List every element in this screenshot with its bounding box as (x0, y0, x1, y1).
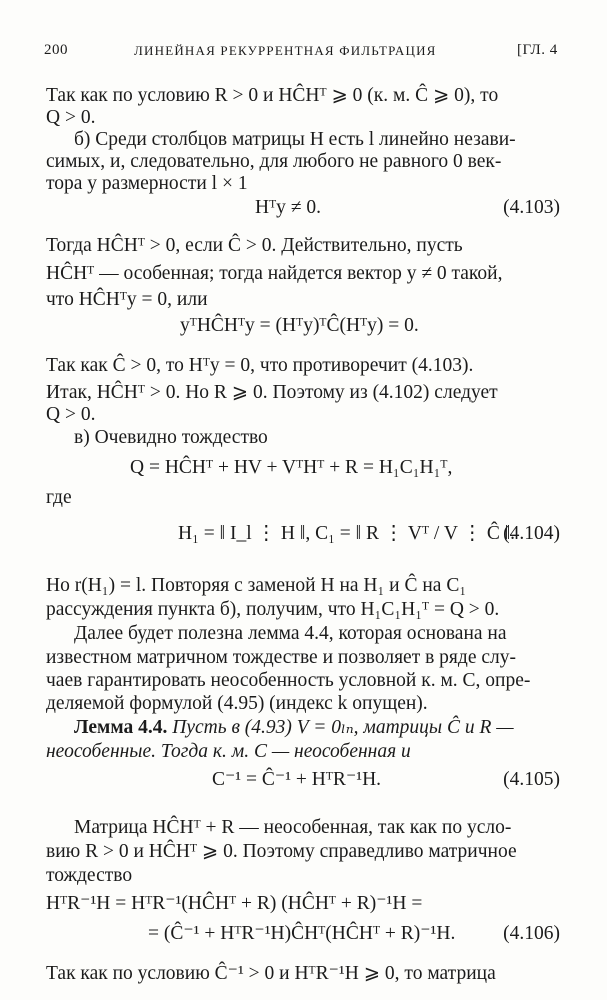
text-line: рассуждения пункта б), получим, что H₁C₁H₁ᵀ = Q > 0. (46, 599, 500, 620)
equation-number: (4.105) (503, 769, 560, 790)
equation-4-104: H₁ = ‖ I_l ⋮ H ‖, C₁ = ‖ R ⋮ Vᵀ / V ⋮ Ĉ ‖. (178, 523, 516, 544)
text-line: HĈHᵀ — особенная; тогда найдется вектор y ≠ 0 такой, (46, 263, 503, 284)
equation-number: (4.106) (503, 923, 560, 944)
chapter-marker: [ГЛ. 4 (517, 42, 558, 58)
equation-number: (4.104) (503, 523, 560, 544)
text-line: тождество (46, 865, 133, 886)
text-line: Так как по условию R > 0 и HĈHᵀ ⩾ 0 (к. м. Ĉ ⩾ 0), то (46, 85, 499, 106)
page-number: 200 (44, 42, 68, 58)
text-line: деляемой формулой (4.95) (индекс k опущен). (46, 693, 428, 714)
equation-4-106-part2: = (Ĉ⁻¹ + HᵀR⁻¹H)ĈHᵀ(HĈHᵀ + R)⁻¹H. (148, 923, 456, 944)
text-line: чаев гарантировать неособенность условной к. м. C, опре- (46, 670, 531, 691)
lemma-text: Пусть в (4.93) V = 0ₗₙ, матрицы Ĉ и R — (172, 717, 514, 738)
text-line: в) Очевидно тождество (74, 427, 268, 448)
lemma-label: Лемма 4.4. (74, 717, 168, 738)
text-line: тора y размерности l × 1 (46, 173, 248, 194)
text-line: симых, и, следовательно, для любого не равного 0 век- (46, 151, 502, 172)
text-line: где (46, 487, 72, 508)
equation-number: (4.103) (503, 197, 560, 218)
running-title: ЛИНЕЙНАЯ РЕКУРРЕНТНАЯ ФИЛЬТРАЦИЯ (134, 43, 437, 58)
text-line: что HĈHᵀy = 0, или (46, 289, 208, 310)
text-line: известном матричном тождестве и позволяет в ряде слу- (46, 647, 516, 668)
text-line: Тогда HĈHᵀ > 0, если Ĉ > 0. Действительно, пусть (46, 235, 463, 256)
equation-4-105: C⁻¹ = Ĉ⁻¹ + HᵀR⁻¹H. (212, 769, 382, 790)
text-line: Итак, HĈHᵀ > 0. Но R ⩾ 0. Поэтому из (4.102) следует (46, 382, 498, 403)
text-line: Q > 0. (46, 404, 96, 425)
text-line: Но r(H₁) = l. Повторяя с заменой H на H₁ и Ĉ на C₁ (46, 575, 467, 596)
text-line: Далее будет полезна лемма 4.4, которая основана на (74, 623, 507, 644)
text-line: Так как по условию Ĉ⁻¹ > 0 и HᵀR⁻¹H ⩾ 0, то матрица (46, 963, 496, 984)
text-line: Матрица HĈHᵀ + R — неособенная, так как по усло- (74, 817, 512, 838)
equation-4-106-part1: HᵀR⁻¹H = HᵀR⁻¹(HĈHᵀ + R) (HĈHᵀ + R)⁻¹H = (46, 893, 423, 914)
text-line: вию R > 0 и HĈHᵀ ⩾ 0. Поэтому справедливо матричное (46, 841, 517, 862)
equation: yᵀHĈHᵀy = (Hᵀy)ᵀĈ(Hᵀy) = 0. (180, 315, 419, 336)
text-line: Q > 0. (46, 107, 96, 128)
equation: Q = HĈHᵀ + HV + VᵀHᵀ + R = H₁C₁H₁ᵀ, (130, 457, 453, 478)
equation-4-103: Hᵀy ≠ 0. (255, 197, 321, 218)
lemma-text: неособенные. Тогда к. м. C — неособенная и (46, 741, 411, 762)
text-line: Так как Ĉ > 0, то Hᵀy = 0, что противоречит (4.103). (46, 355, 474, 376)
text-line: б) Среди столбцов матрицы H есть l линейно незави- (74, 129, 516, 150)
lemma-statement (74, 716, 514, 740)
